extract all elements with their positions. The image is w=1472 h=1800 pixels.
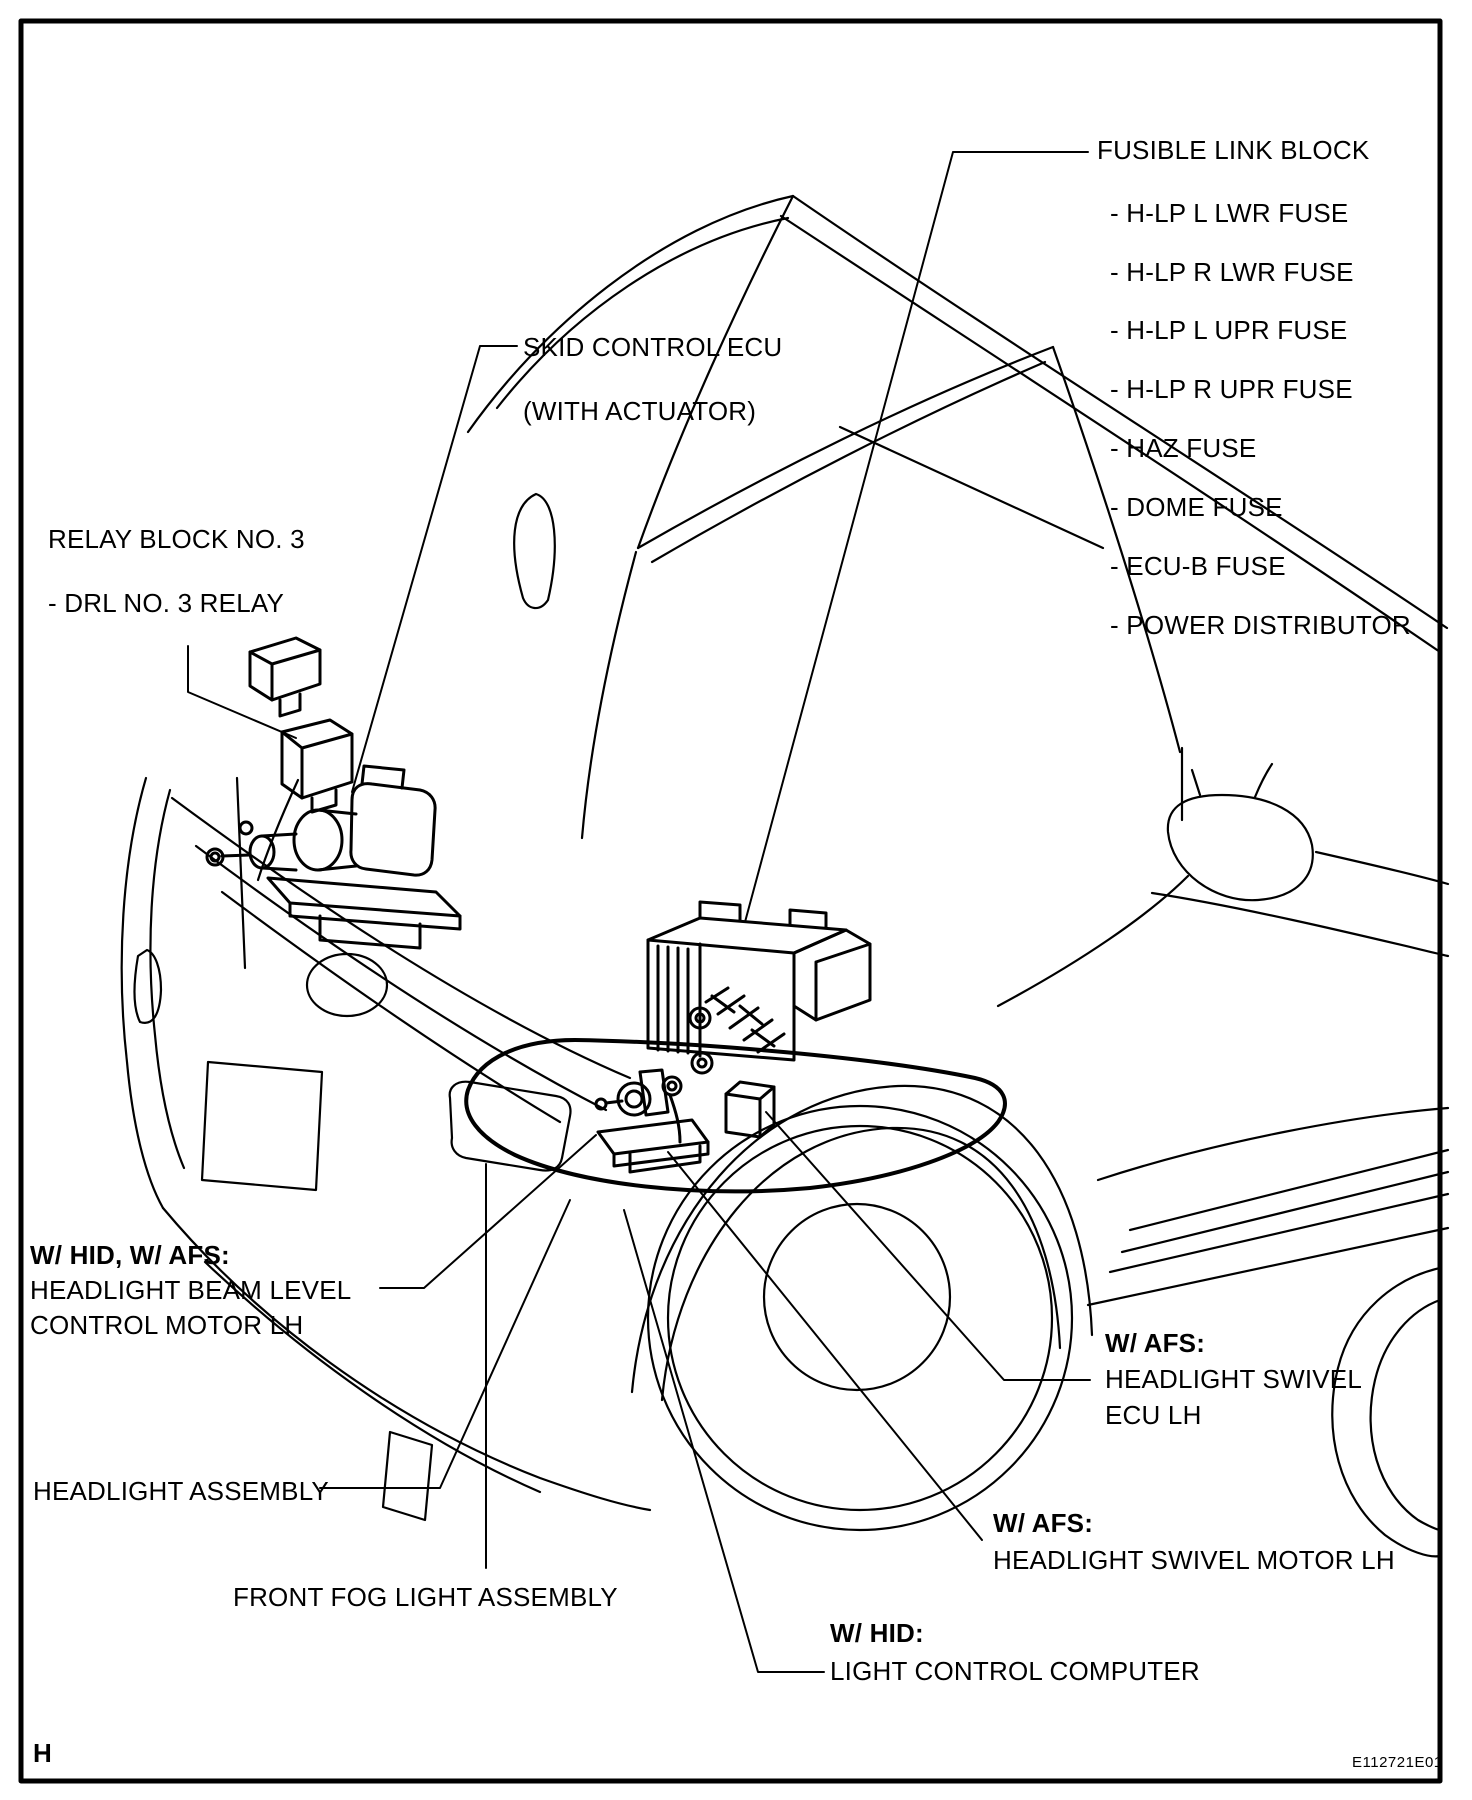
label-skid-control-ecu-2: (WITH ACTUATOR) [523,396,757,426]
leader-relay-block [188,646,296,738]
leader-lines [188,152,1090,1672]
label-fuse-item: - H-LP R UPR FUSE [1110,374,1353,404]
component-beam-level-motor [596,1070,708,1172]
brand-emblem [307,954,387,1016]
front-wheel-hub [764,1204,950,1390]
label-fuse-item: - POWER DISTRIBUTOR [1110,610,1411,640]
label-relay-block-2: - DRL NO. 3 RELAY [48,588,285,618]
label-relay-block-1: RELAY BLOCK NO. 3 [48,524,305,554]
label-beam-motor-prefix: W/ HID, W/ AFS: [30,1240,230,1270]
label-fuse-item: - ECU-B FUSE [1110,551,1286,581]
label-beam-motor-2: CONTROL MOTOR LH [30,1310,304,1340]
leader-skid-control-ecu [352,346,517,792]
label-swivel-ecu-2: ECU LH [1105,1400,1202,1430]
label-headlight-assembly: HEADLIGHT ASSEMBLY [33,1476,329,1506]
label-swivel-ecu-1: HEADLIGHT SWIVEL [1105,1364,1363,1394]
front-tire [648,1106,1072,1530]
leader-beam-level-motor [380,1135,596,1288]
figure-code: E112721E01 [1352,1754,1443,1771]
label-swivel-motor-1: HEADLIGHT SWIVEL MOTOR LH [993,1545,1395,1575]
license-plate [202,1062,322,1190]
label-swivel-ecu-prefix: W/ AFS: [1105,1328,1206,1358]
label-fuse-item: - DOME FUSE [1110,492,1283,522]
label-light-computer-prefix: W/ HID: [830,1618,924,1648]
label-skid-control-ecu-1: SKID CONTROL ECU [523,332,783,362]
label-fuse-item: - HAZ FUSE [1110,433,1257,463]
component-fusible-link-block [648,902,870,1073]
label-fuse-item: - H-LP L LWR FUSE [1110,198,1349,228]
label-fusible-link-block: FUSIBLE LINK BLOCK [1097,135,1370,165]
side-mirror [1168,795,1313,900]
label-beam-motor-1: HEADLIGHT BEAM LEVEL [30,1275,352,1305]
label-light-computer-1: LIGHT CONTROL COMPUTER [830,1656,1200,1686]
page-marker: H [33,1738,52,1768]
component-skid-control-ecu [207,766,460,948]
label-swivel-motor-prefix: W/ AFS: [993,1508,1094,1538]
leader-fusible-link-block [745,152,1088,922]
leader-light-control-computer [624,1210,824,1672]
label-front-fog-light: FRONT FOG LIGHT ASSEMBLY [233,1582,618,1612]
label-fuse-item: - H-LP R LWR FUSE [1110,257,1354,287]
label-fuse-item: - H-LP L UPR FUSE [1110,315,1348,345]
